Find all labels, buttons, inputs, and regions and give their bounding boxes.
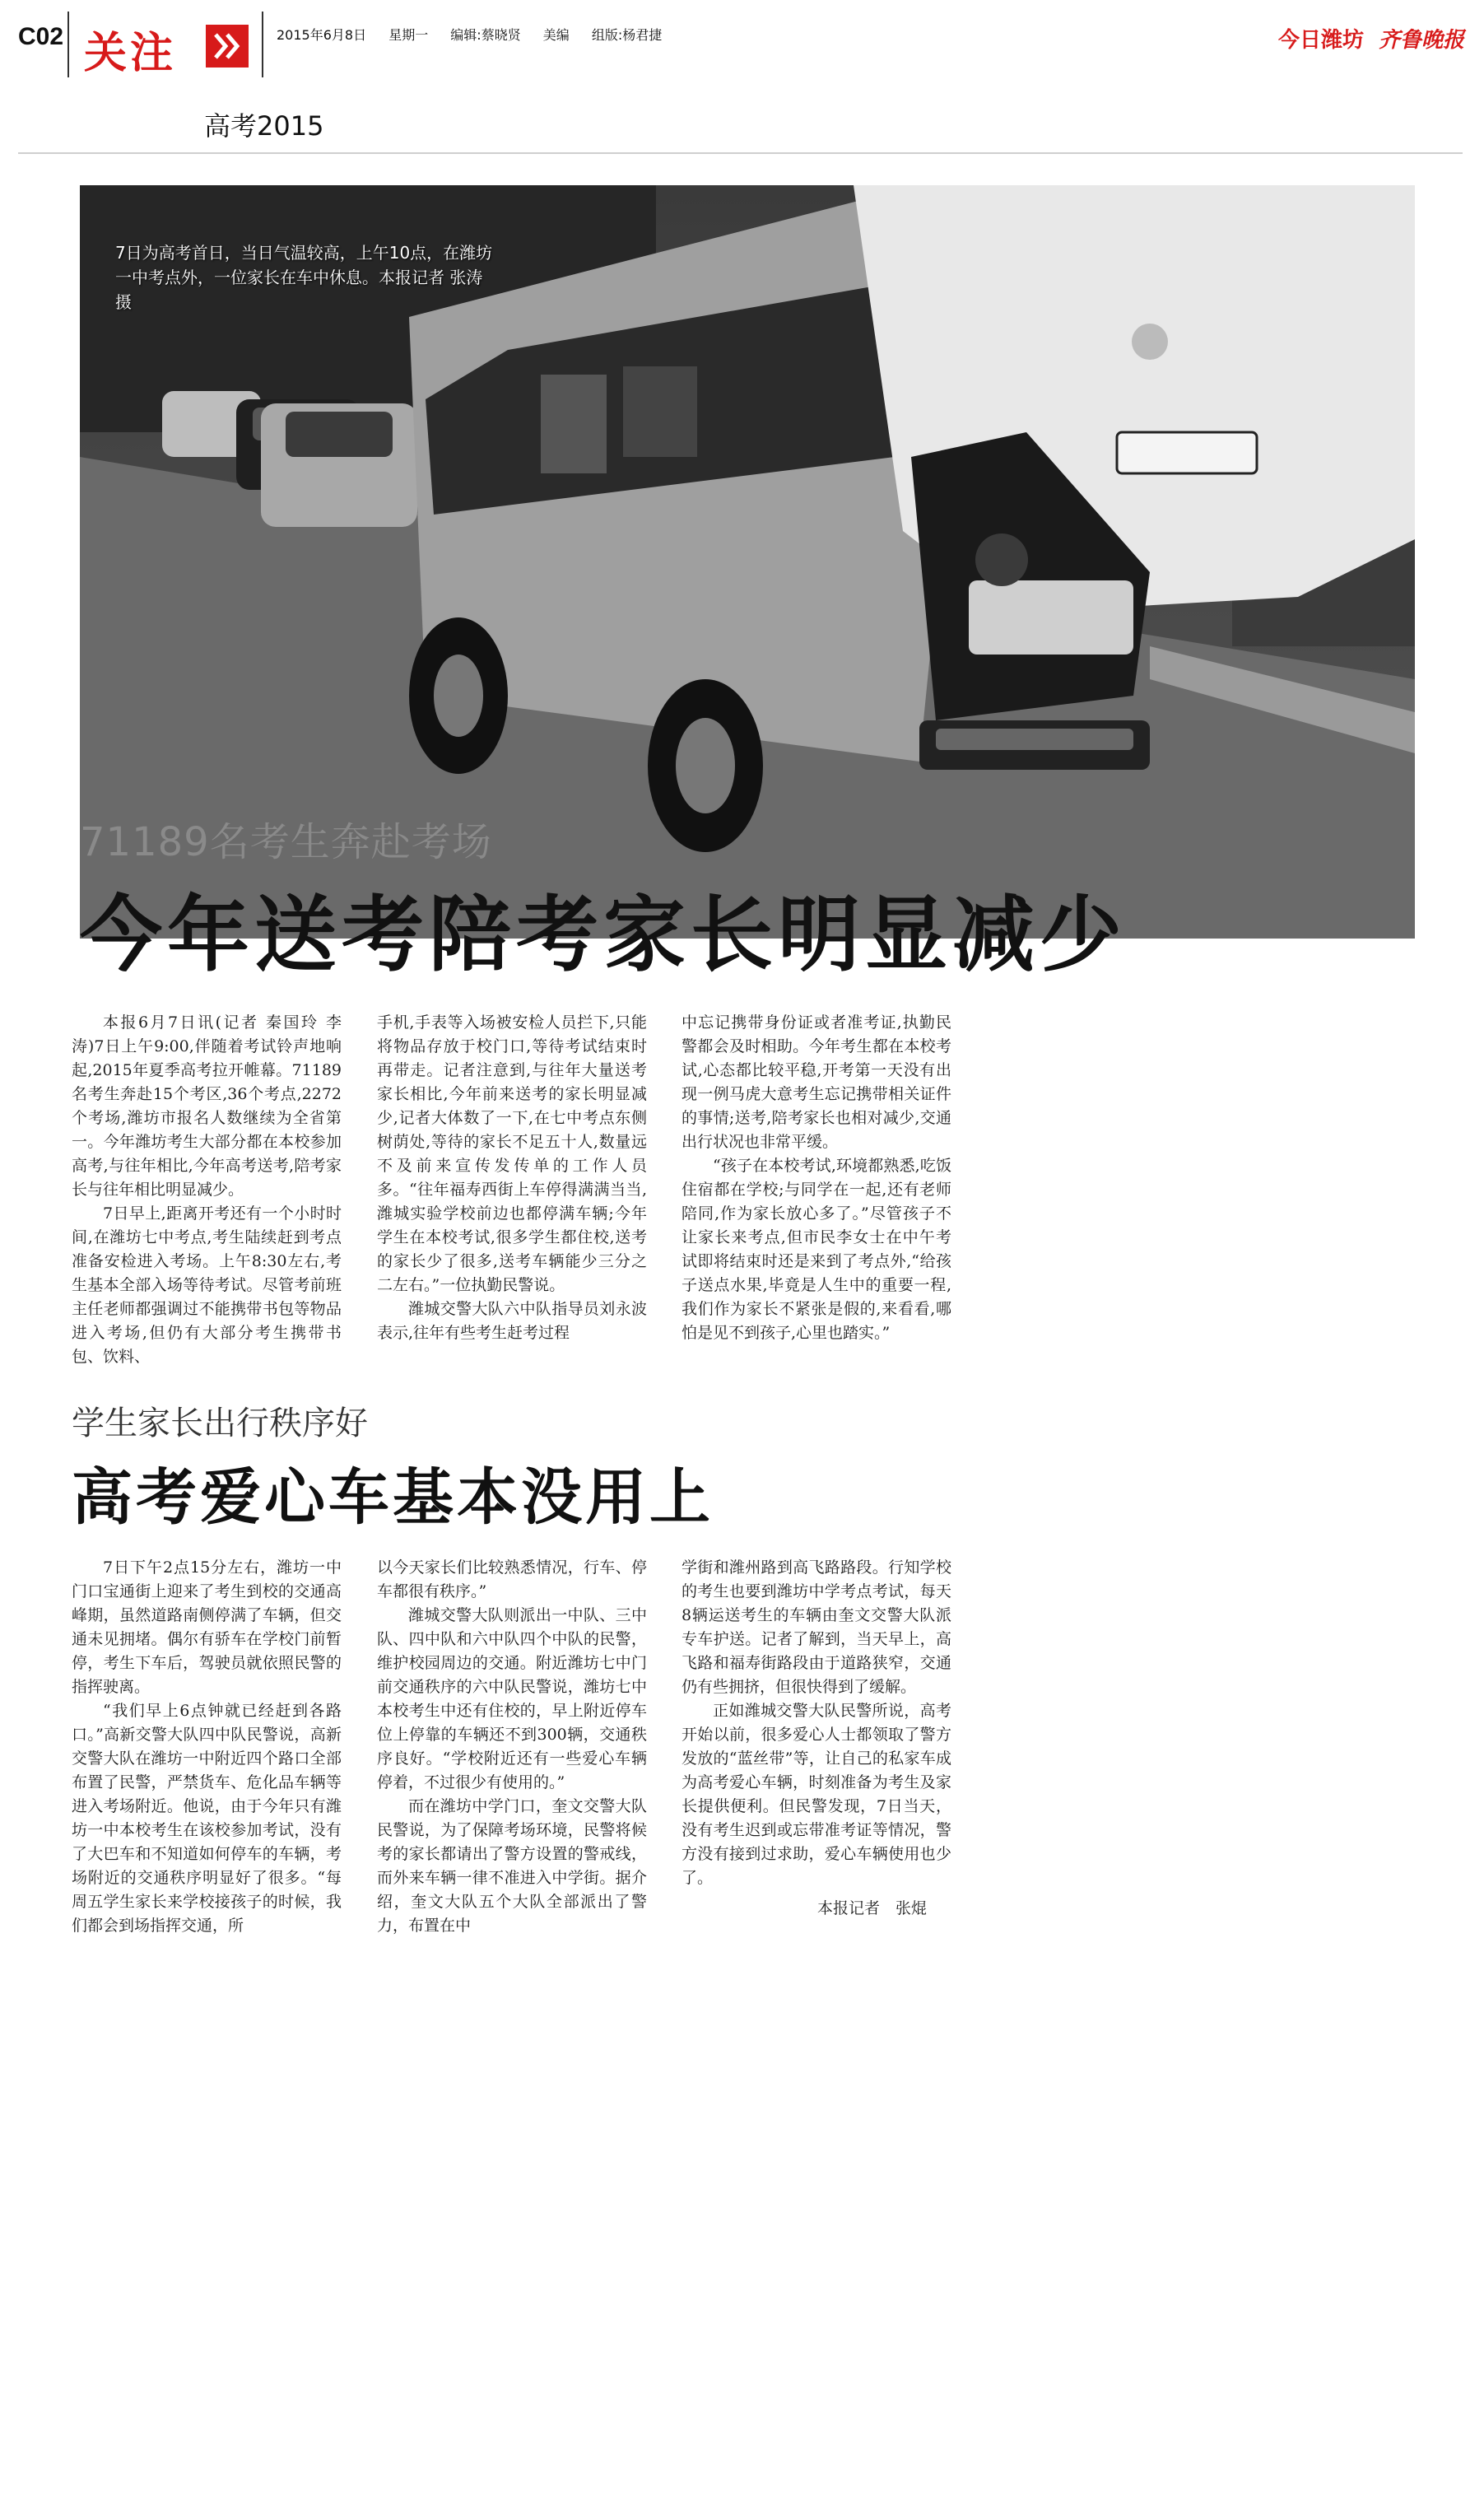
editor-credit: 编辑:蔡晓贤 [450, 27, 521, 43]
reporter-signature: 本报记者 张焜 [816, 1899, 927, 1917]
paragraph: 中忘记携带身份证或者准考证,执勤民警都会及时相助。今年考生都在本校考试,心态都比较平稳,开考第一天没有出现一例马虎大意考生忘记携带相关证件的事情;送考,陪考家长也相对减少,交通出行状况也非常平缓。 [682, 1013, 951, 1151]
article-column [377, 1556, 647, 1935]
chevron-right-icon [206, 25, 249, 68]
article-column [682, 1011, 951, 1373]
paragraph: 潍城交警大队则派出一中队、三中队、四中队和六中队四个中队的民警，维护校园周边的交通。附近潍坊七中门前交通秩序的六中队民警说，潍坊七中本校考生中还有住校的，早上附近停车位上停靠的车辆还不到300辆，交通秩序良好。“学校附近还有一些爱心车辆停着，不过很少有使用的。” [377, 1606, 647, 1791]
paragraph: 以今天家长们比较熟悉情况，行车、停车都很有秩序。” [377, 1558, 647, 1600]
article-column [72, 1556, 342, 1935]
paragraph: “孩子在本校考试,环境都熟悉,吃饭住宿都在学校;与同学在一起,还有老师陪同,作为家长放心多了。”尽管孩子不让家长来考点,但市民李女士在中午考试即将结束时还是来到了考点外,“给孩子送点水果,毕竟是人生中的重要一程,我们作为家长不紧张是假的,来看看,哪怕是见不到孩子,心里也踏实。” [682, 1157, 951, 1342]
issue-date: 2015年6月8日 [277, 27, 367, 43]
paragraph-text: 7日上午9:00,伴随着考试铃声地响起,2015年夏季高考拉开帷幕。71189名考生奔赴15个考区,36个考点,2272个考场,潍坊市报名人数继续为全省第一。今年潍坊考生大部分都在本校参加高考,与往年相比,今年高考送考,陪考家长与往年相比明显减少。 [72, 1037, 342, 1199]
paragraph: 学街和潍州路到高飞路路段。行知学校的考生也要到潍坊中学考点考试，每天8辆运送考生的车辆由奎文交警大队派专车护送。记者了解到，当天早上，高飞路和福寿街路段由于道路狭窄，交通仍有些拥挤，但很快得到了缓解。 [682, 1558, 951, 1696]
paragraph: 正如潍城交警大队民警所说，高考开始以前，很多爱心人士都领取了警方发放的“蓝丝带”等，让自己的私家车成为高考爱心车辆，时刻准备为考生及家长提供便利。但民警发现，7日当天，没有考生迟到或忘带准考证等情况，警方没有接到过求助，爱心车辆使用也少了。 [682, 1702, 951, 1887]
article-column [682, 1556, 951, 1935]
article-column [72, 1011, 342, 1373]
header-rule [18, 152, 1463, 154]
topic-label: 高考2015 [204, 110, 324, 142]
photo-caption: 7日为高考首日，当日气温较高，上午10点，在潍坊一中考点外，一位家长在车中休息。本报记者 张涛 摄 [115, 243, 493, 312]
section-title: 关注 [84, 29, 177, 78]
paragraph: “我们早上6点钟就已经赶到各路口。”高新交警大队四中队民警说，高新交警大队在潍坊一中附近四个路口全部布置了民警，严禁货车、危化品车辆等进入考场附近。他说，由于今年只有潍坊一中本校考生在该校参加考试，没有了大巴车和不知道如何停车的车辆，考场附近的交通秩序明显好了很多。“每周五学生家长来学校接孩子的时候，我们都会到场指挥交通，所 [72, 1702, 342, 1935]
newspaper-logo: 齐鲁晚报 [1378, 28, 1464, 53]
layout-credit: 组版:杨君捷 [591, 27, 663, 43]
issue-weekday: 星期一 [388, 27, 429, 43]
article-headline: 今年送考陪考家长明显减少 [80, 887, 1127, 983]
article-headline: 高考爱心车基本没用上 [72, 1462, 714, 1533]
issue-meta [277, 25, 680, 44]
paragraph: 手机,手表等入场被安检人员拦下,只能将物品存放于校门口,等待考试结束时再带走。记者注意到,与往年大量送考家长相比,今年前来送考的家长明显减少,记者大体数了一下,在七中考点东侧树荫处,等待的家长不足五十人,数量远不及前来宣传发传单的工作人员多。“往年福寿西街上车停得满满当当,潍城实验学校前边也都停满车辆;今年学生在本校考试,很多学生都住校,送考的家长少了很多,送考车辆能少三分之二左右。”一位执勤民警说。 [377, 1013, 647, 1294]
masthead-brand [1278, 23, 1464, 54]
page-number: C02 [18, 23, 64, 50]
article-subtitle: 71189名考生奔赴考场 [80, 819, 492, 865]
paragraph: 潍城交警大队六中队指导员刘永波表示,往年有些考生赶考过程 [377, 1300, 647, 1342]
designer-credit: 美编 [542, 27, 570, 43]
byline: 本报6月7日讯(记者 秦国玲 李涛) [72, 1013, 342, 1055]
header-divider [67, 12, 69, 77]
paragraph [72, 1011, 342, 1202]
paragraph: 7日早上,距离开考还有一个小时时间,在潍坊七中考点,考生陆续赶到考点准备安检进入考场。上午8:30左右,考生基本全部入场等待考试。尽管考前班主任老师都强调过不能携带书包等物品进入考场,但仍有大部分考生携带书包、饮料、 [72, 1204, 342, 1366]
header-divider [262, 12, 263, 77]
paragraph: 而在潍坊中学门口，奎文交警大队民警说，为了保障考场环境，民警将候考的家长都请出了警方设置的警戒线，而外来车辆一律不准进入中学街。据介绍，奎文大队五个大队全部派出了警力，布置在中 [377, 1797, 647, 1935]
article-column [377, 1011, 647, 1373]
article-subtitle: 学生家长出行秩序好 [72, 1405, 368, 1442]
region-label: 今日潍坊 [1277, 28, 1364, 53]
paragraph: 7日下午2点15分左右，潍坊一中门口宝通街上迎来了考生到校的交通高峰期，虽然道路南侧停满了车辆，但交通未见拥堵。偶尔有骄车在学校门前暂停，考生下车后，驾驶员就依照民警的指挥驶离。 [72, 1558, 342, 1696]
